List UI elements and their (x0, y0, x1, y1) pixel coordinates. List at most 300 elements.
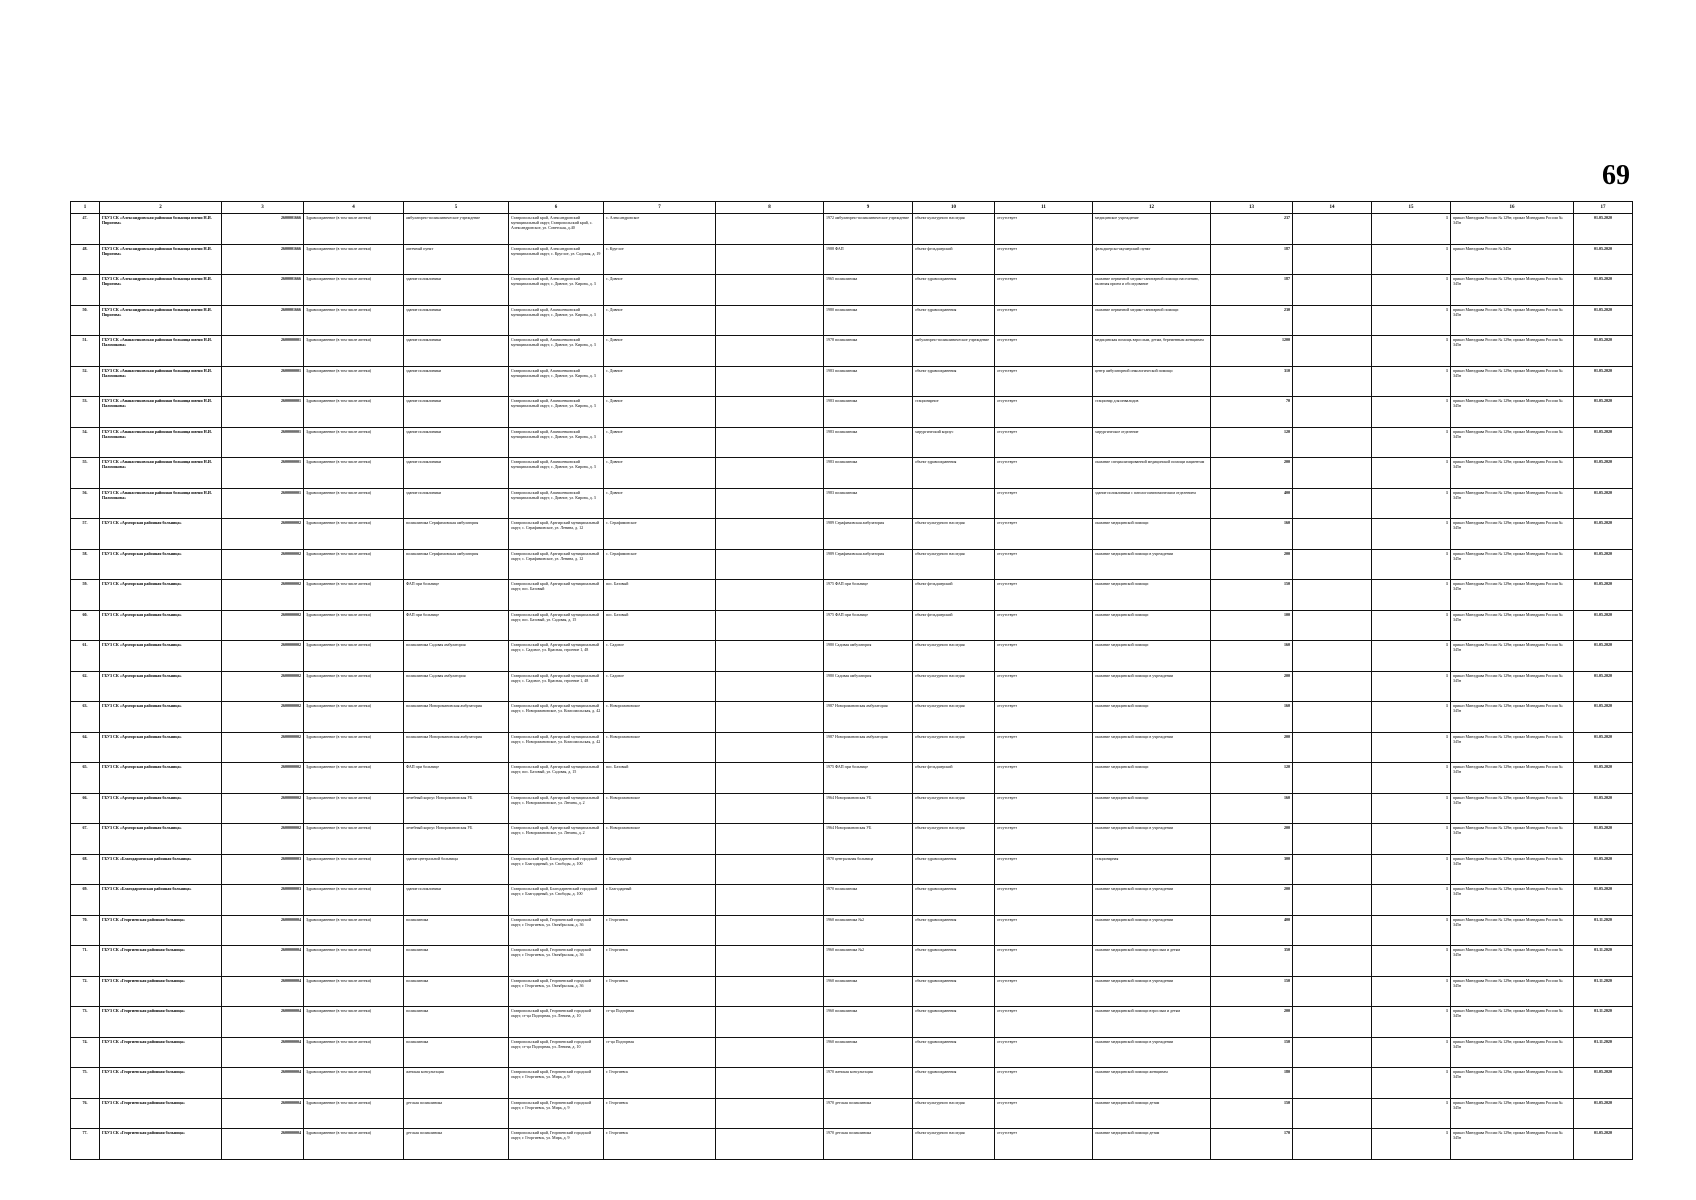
cell-col-6: Ставропольский край, Георгиевский городской округ, ст-ца Подгорная, ул. Ленина, д. 10 (509, 1037, 604, 1068)
cell-col-2: ГБУЗ СК «Александровская районная больница имени Н.И. Пирогова» (100, 305, 222, 336)
cell-col-11: отсутствует (995, 275, 1093, 306)
cell-col-14 (1293, 1068, 1372, 1099)
cell-col-12: оказание медицинской помощи в учреждении (1093, 915, 1211, 946)
cell-col-17: 01.05.2020 (1574, 488, 1633, 519)
cell-col-3: 2600000003 (222, 854, 304, 885)
cell-col-16: приказ Минздрава России № 129н; приказ Минздрава России № 345н (1451, 854, 1574, 885)
page-number: 69 (1602, 160, 1630, 191)
cell-col-11: отсутствует (995, 397, 1093, 428)
cell-col-13: 120 (1211, 427, 1293, 458)
cell-col-5: здание поликлиники (404, 397, 509, 428)
cell-col-6: Ставропольский край, Арзгирский муниципальный округ, с. Новоромановское, ул. Ленина, д. 2 (509, 824, 604, 855)
cell-col-3: 2600000002 (222, 549, 304, 580)
cell-col-12: оказание первичной медико-санитарной помощи (1093, 305, 1211, 336)
cell-col-3: 2600000004 (222, 1037, 304, 1068)
cell-col-5: поликлиника (404, 915, 509, 946)
cell-col-12: оказание медицинской помощи в учреждении (1093, 885, 1211, 916)
cell-col-8 (716, 519, 824, 550)
cell-col-1: 60. (71, 610, 100, 641)
cell-col-2: ГБУЗ СК «Апанасенковская районная больница имени Н.И. Пальчикова» (100, 488, 222, 519)
cell-col-7: г. Георгиевск (604, 915, 716, 946)
cell-col-9: 1970 детская поликлиника (824, 1129, 913, 1160)
cell-col-2: ГБУЗ СК «Арзгирская районная больница» (100, 763, 222, 794)
column-header-11: 11 (995, 202, 1093, 214)
cell-col-14 (1293, 427, 1372, 458)
cell-col-4: Здравоохранение (в том числе аптеки) (304, 397, 404, 428)
cell-col-3: 2600000001 (222, 488, 304, 519)
cell-col-4: Здравоохранение (в том числе аптеки) (304, 610, 404, 641)
cell-col-5: здание поликлиники (404, 427, 509, 458)
cell-col-6: Ставропольский край, Апанасенковский муниципальный округ, с. Дивное, ул. Кирова, д. 3 (509, 305, 604, 336)
cell-col-15: 1 (1372, 915, 1451, 946)
cell-col-8 (716, 275, 824, 306)
cell-col-2: ГБУЗ СК «Арзгирская районная больница» (100, 549, 222, 580)
cell-col-13: 200 (1211, 732, 1293, 763)
column-header-7: 7 (604, 202, 716, 214)
cell-col-11: отсутствует (995, 519, 1093, 550)
cell-col-12: оказание первичной медико-санитарной помощи населению, включая прием и обследование (1093, 275, 1211, 306)
cell-col-8 (716, 641, 824, 672)
cell-col-8 (716, 1037, 824, 1068)
cell-col-13: 350 (1211, 946, 1293, 977)
cell-col-10: объект здравоохранения (913, 854, 995, 885)
cell-col-15: 1 (1372, 976, 1451, 1007)
cell-col-7: г. Георгиевск (604, 1129, 716, 1160)
cell-col-12: оказание медицинской помощи в учреждении (1093, 1037, 1211, 1068)
cell-col-17: 01.05.2020 (1574, 854, 1633, 885)
cell-col-15: 1 (1372, 488, 1451, 519)
cell-col-11: отсутствует (995, 671, 1093, 702)
cell-col-6: Ставропольский край, Георгиевский городской округ, г. Георгиевск, ул. Октябрьская, д. 36 (509, 976, 604, 1007)
cell-col-17: 01.05.2020 (1574, 549, 1633, 580)
cell-col-1: 62. (71, 671, 100, 702)
cell-col-14 (1293, 793, 1372, 824)
cell-col-12: оказание медицинской помощи в учреждении (1093, 549, 1211, 580)
cell-col-16: приказ Минздрава России № 129н; приказ Минздрава России № 345н (1451, 580, 1574, 611)
cell-col-7: с. Дивное (604, 305, 716, 336)
cell-col-4: Здравоохранение (в том числе аптеки) (304, 580, 404, 611)
cell-col-9: 1960 поликлиника (824, 1037, 913, 1068)
cell-col-8 (716, 1098, 824, 1129)
cell-col-4: Здравоохранение (в том числе аптеки) (304, 366, 404, 397)
cell-col-10: объект фельдшерский (913, 580, 995, 611)
cell-col-16: приказ Минздрава России № 129н; приказ Минздрава России № 345н (1451, 397, 1574, 428)
cell-col-6: Ставропольский край, Арзгирский муниципальный округ, с. Новоромановское, ул. Комсомольская, д. 42 (509, 732, 604, 763)
cell-col-2: ГБУЗ СК «Благодарненская районная больница» (100, 885, 222, 916)
cell-col-1: 58. (71, 549, 100, 580)
cell-col-15: 1 (1372, 793, 1451, 824)
cell-col-7: с. Новоромановское (604, 732, 716, 763)
column-header-17: 17 (1574, 202, 1633, 214)
column-header-6: 6 (509, 202, 604, 214)
cell-col-8 (716, 793, 824, 824)
cell-col-13: 200 (1211, 885, 1293, 916)
table-row (71, 397, 1633, 428)
cell-col-15: 1 (1372, 702, 1451, 733)
cell-col-16: приказ Минздрава России № 129н; приказ Минздрава России № 345н (1451, 305, 1574, 336)
cell-col-16: приказ Минздрава России № 129н; приказ Минздрава России № 345н (1451, 336, 1574, 367)
cell-col-11: отсутствует (995, 427, 1093, 458)
cell-col-15: 1 (1372, 275, 1451, 306)
cell-col-4: Здравоохранение (в том числе аптеки) (304, 305, 404, 336)
cell-col-4: Здравоохранение (в том числе аптеки) (304, 854, 404, 885)
cell-col-11: отсутствует (995, 1129, 1093, 1160)
cell-col-1: 74. (71, 1037, 100, 1068)
cell-col-13: 230 (1211, 305, 1293, 336)
cell-col-10: объект культурного наследия (913, 793, 995, 824)
cell-col-9: 1964 Новоромановская УБ (824, 793, 913, 824)
cell-col-9: 1989 Серафимовская амбулатория (824, 519, 913, 550)
cell-col-13: 200 (1211, 549, 1293, 580)
cell-col-3: 2600000004 (222, 1068, 304, 1099)
cell-col-4: Здравоохранение (в том числе аптеки) (304, 793, 404, 824)
cell-col-12: стационар для инвалидов (1093, 397, 1211, 428)
cell-col-9: 1988 ФАП (824, 244, 913, 275)
cell-col-10: объект культурного наследия (913, 671, 995, 702)
cell-col-12: оказание медицинской помощи (1093, 519, 1211, 550)
cell-col-8 (716, 427, 824, 458)
cell-col-7: г. Георгиевск (604, 946, 716, 977)
cell-col-15: 1 (1372, 549, 1451, 580)
cell-col-4: Здравоохранение (в том числе аптеки) (304, 458, 404, 489)
cell-col-10: объект культурного наследия (913, 214, 995, 245)
cell-col-4: Здравоохранение (в том числе аптеки) (304, 702, 404, 733)
cell-col-4: Здравоохранение (в том числе аптеки) (304, 214, 404, 245)
cell-col-10: объект культурного наследия (913, 824, 995, 855)
cell-col-9: 1964 Новоромановская УБ (824, 824, 913, 855)
cell-col-11: отсутствует (995, 915, 1093, 946)
cell-col-4: Здравоохранение (в том числе аптеки) (304, 763, 404, 794)
cell-col-4: Здравоохранение (в том числе аптеки) (304, 1007, 404, 1038)
cell-col-12: оказание медицинской помощи (1093, 702, 1211, 733)
table-row (71, 732, 1633, 763)
cell-col-1: 72. (71, 976, 100, 1007)
cell-col-10: объект здравоохранения (913, 305, 995, 336)
cell-col-16: приказ Минздрава России № 129н; приказ Минздрава России № 345н (1451, 915, 1574, 946)
cell-col-7: с. Новоромановское (604, 702, 716, 733)
cell-col-3: 2600000003 (222, 885, 304, 916)
cell-col-5: поликлиника (404, 1007, 509, 1038)
cell-col-1: 73. (71, 1007, 100, 1038)
cell-col-10: объект здравоохранения (913, 885, 995, 916)
cell-col-15: 1 (1372, 336, 1451, 367)
cell-col-17: 01.05.2020 (1574, 1129, 1633, 1160)
cell-col-8 (716, 1129, 824, 1160)
cell-col-7: с. Дивное (604, 336, 716, 367)
cell-col-10: объект здравоохранения (913, 976, 995, 1007)
cell-col-9: 1983 поликлиника (824, 458, 913, 489)
cell-col-17: 01.05.2020 (1574, 427, 1633, 458)
table-row (71, 824, 1633, 855)
cell-col-10: объект здравоохранения (913, 946, 995, 977)
cell-col-6: Ставропольский край, Арзгирский муниципальный округ, пос. Базовый (509, 580, 604, 611)
cell-col-3: 2600001666 (222, 275, 304, 306)
cell-col-1: 66. (71, 793, 100, 824)
cell-col-3: 2600000001 (222, 458, 304, 489)
cell-col-3: 2600000002 (222, 519, 304, 550)
cell-col-2: ГБУЗ СК «Апанасенковская районная больница имени Н.И. Пальчикова» (100, 397, 222, 428)
cell-col-5: здание поликлиники (404, 458, 509, 489)
cell-col-16: приказ Минздрава России № 129н; приказ Минздрава России № 345н (1451, 946, 1574, 977)
cell-col-15: 1 (1372, 1068, 1451, 1099)
cell-col-8 (716, 397, 824, 428)
cell-col-11: отсутствует (995, 549, 1093, 580)
cell-col-3: 2600000001 (222, 397, 304, 428)
cell-col-11: отсутствует (995, 793, 1093, 824)
cell-col-2: ГБУЗ СК «Арзгирская районная больница» (100, 519, 222, 550)
cell-col-8 (716, 549, 824, 580)
cell-col-1: 51. (71, 336, 100, 367)
cell-col-3: 2600000004 (222, 1007, 304, 1038)
cell-col-17: 01.05.2020 (1574, 214, 1633, 245)
cell-col-8 (716, 763, 824, 794)
cell-col-8 (716, 824, 824, 855)
cell-col-1: 77. (71, 1129, 100, 1160)
cell-col-2: ГБУЗ СК «Георгиевская районная больница» (100, 1068, 222, 1099)
cell-col-9: 1987 Новоромановская амбулатория (824, 702, 913, 733)
cell-col-11: отсутствует (995, 580, 1093, 611)
cell-col-9: 1960 поликлиника (824, 1007, 913, 1038)
cell-col-14 (1293, 1129, 1372, 1160)
cell-col-14 (1293, 1007, 1372, 1038)
cell-col-3: 2600000004 (222, 1129, 304, 1160)
cell-col-5: лечебный корпус Новоромановская УБ (404, 824, 509, 855)
cell-col-15: 1 (1372, 641, 1451, 672)
cell-col-4: Здравоохранение (в том числе аптеки) (304, 732, 404, 763)
cell-col-8 (716, 214, 824, 245)
cell-col-2: ГБУЗ СК «Арзгирская районная больница» (100, 671, 222, 702)
cell-col-7: с. Дивное (604, 275, 716, 306)
cell-col-14 (1293, 580, 1372, 611)
cell-col-9: 1983 поликлиника (824, 488, 913, 519)
cell-col-5: здание центральной больницы (404, 854, 509, 885)
cell-col-6: Ставропольский край, Апанасенковский муниципальный округ, с. Дивное, ул. Кирова, д. 3 (509, 458, 604, 489)
cell-col-6: Ставропольский край, Георгиевский городской округ, г. Георгиевск, ул. Октябрьская, д. 36 (509, 915, 604, 946)
cell-col-10: объект здравоохранения (913, 1068, 995, 1099)
cell-col-4: Здравоохранение (в том числе аптеки) (304, 1037, 404, 1068)
cell-col-9: 1983 поликлиника (824, 397, 913, 428)
cell-col-10: объект культурного наследия (913, 519, 995, 550)
cell-col-14 (1293, 885, 1372, 916)
cell-col-4: Здравоохранение (в том числе аптеки) (304, 946, 404, 977)
cell-col-2: ГБУЗ СК «Александровская районная больница имени Н.И. Пирогова» (100, 214, 222, 245)
table-row (71, 275, 1633, 306)
cell-col-3: 2600000001 (222, 336, 304, 367)
table-row (71, 458, 1633, 489)
cell-col-1: 61. (71, 641, 100, 672)
cell-col-14 (1293, 366, 1372, 397)
cell-col-7: с. Садовое (604, 671, 716, 702)
cell-col-12: оказание медицинской помощи (1093, 641, 1211, 672)
cell-col-13: 150 (1211, 976, 1293, 1007)
cell-col-3: 2600001666 (222, 244, 304, 275)
cell-col-14 (1293, 305, 1372, 336)
cell-col-15: 1 (1372, 366, 1451, 397)
cell-col-8 (716, 1068, 824, 1099)
cell-col-8 (716, 671, 824, 702)
cell-col-11: отсутствует (995, 885, 1093, 916)
cell-col-11: отсутствует (995, 458, 1093, 489)
cell-col-2: ГБУЗ СК «Георгиевская районная больница» (100, 946, 222, 977)
cell-col-17: 01.05.2020 (1574, 244, 1633, 275)
cell-col-7: с. Дивное (604, 366, 716, 397)
table-row (71, 427, 1633, 458)
cell-col-9: 1980 Садовая амбулатория (824, 671, 913, 702)
cell-col-7: г. Георгиевск (604, 976, 716, 1007)
cell-col-6: Ставропольский край, Георгиевский городской округ, г. Георгиевск, ул. Мира, д. 9 (509, 1129, 604, 1160)
table-row (71, 366, 1633, 397)
cell-col-6: Ставропольский край, Апанасенковский муниципальный округ, с. Дивное, ул. Кирова, д. 3 (509, 366, 604, 397)
cell-col-15: 1 (1372, 885, 1451, 916)
table-body (71, 214, 1633, 1160)
table-row (71, 610, 1633, 641)
cell-col-3: 2600000002 (222, 763, 304, 794)
cell-col-16: приказ Минздрава России № 129н; приказ Минздрава России № 345н (1451, 641, 1574, 672)
cell-col-17: 01.11.2020 (1574, 946, 1633, 977)
cell-col-10: объект культурного наследия (913, 1098, 995, 1129)
cell-col-9: 1960 поликлиника №2 (824, 915, 913, 946)
cell-col-14 (1293, 763, 1372, 794)
cell-col-9: 1960 поликлиника №2 (824, 946, 913, 977)
cell-col-2: ГБУЗ СК «Апанасенковская районная больница имени Н.И. Пальчикова» (100, 336, 222, 367)
cell-col-16: приказ Минздрава России № 129н; приказ Минздрава России № 345н (1451, 732, 1574, 763)
cell-col-1: 69. (71, 885, 100, 916)
cell-col-7: с. Серафимовское (604, 519, 716, 550)
cell-col-6: Ставропольский край, Георгиевский городской округ, ст-ца Подгорная, ул. Ленина, д. 10 (509, 1007, 604, 1038)
cell-col-16: приказ Минздрава России № 129н; приказ Минздрава России № 345н (1451, 671, 1574, 702)
cell-col-11: отсутствует (995, 824, 1093, 855)
table-row (71, 763, 1633, 794)
cell-col-5: поликлиника Новоромановская амбулатория (404, 732, 509, 763)
cell-col-9: 1983 поликлиника (824, 427, 913, 458)
cell-col-6: Ставропольский край, Арзгирский муниципальный округ, с. Садовое, ул. Красная, строение 1, 48 (509, 641, 604, 672)
cell-col-14 (1293, 1098, 1372, 1129)
cell-col-14 (1293, 946, 1372, 977)
cell-col-13: 400 (1211, 915, 1293, 946)
cell-col-2: ГБУЗ СК «Георгиевская районная больница» (100, 1129, 222, 1160)
cell-col-7: с. Круглое (604, 244, 716, 275)
cell-col-14 (1293, 549, 1372, 580)
cell-col-2: ГБУЗ СК «Георгиевская районная больница» (100, 1007, 222, 1038)
cell-col-6: Ставропольский край, Арзгирский муниципальный округ, пос. Базовый, ул. Садовая, д. 15 (509, 610, 604, 641)
cell-col-15: 1 (1372, 1098, 1451, 1129)
cell-col-10: объект культурного наследия (913, 1129, 995, 1160)
cell-col-6: Ставропольский край, Арзгирский муниципальный округ, с. Садовое, ул. Красная, строение 1, 48 (509, 671, 604, 702)
cell-col-9: 1970 женская консультация (824, 1068, 913, 1099)
cell-col-1: 68. (71, 854, 100, 885)
table-row (71, 244, 1633, 275)
cell-col-12: оказание медицинской помощи (1093, 580, 1211, 611)
cell-col-12: центр амбулаторной онкологической помощи (1093, 366, 1211, 397)
cell-col-9: 1970 поликлиника (824, 885, 913, 916)
cell-col-5: поликлиника Новоромановская амбулатория (404, 702, 509, 733)
cell-col-8 (716, 702, 824, 733)
cell-col-17: 01.05.2020 (1574, 519, 1633, 550)
cell-col-15: 1 (1372, 854, 1451, 885)
cell-col-17: 01.05.2020 (1574, 610, 1633, 641)
cell-col-1: 65. (71, 763, 100, 794)
cell-col-17: 01.05.2020 (1574, 793, 1633, 824)
cell-col-4: Здравоохранение (в том числе аптеки) (304, 427, 404, 458)
cell-col-3: 2600000001 (222, 427, 304, 458)
cell-col-15: 1 (1372, 671, 1451, 702)
cell-col-4: Здравоохранение (в том числе аптеки) (304, 1098, 404, 1129)
cell-col-7: с. Дивное (604, 488, 716, 519)
cell-col-1: 49. (71, 275, 100, 306)
cell-col-16: приказ Минздрава России № 129н; приказ Минздрава России № 345н (1451, 793, 1574, 824)
cell-col-15: 1 (1372, 763, 1451, 794)
cell-col-12: хирургическое отделение (1093, 427, 1211, 458)
cell-col-10: объект культурного наследия (913, 702, 995, 733)
cell-col-17: 01.11.2020 (1574, 915, 1633, 946)
cell-col-5: поликлиника Серафимовская амбулатория (404, 519, 509, 550)
cell-col-11: отсутствует (995, 1037, 1093, 1068)
cell-col-8 (716, 336, 824, 367)
cell-col-10: объект здравоохранения (913, 1007, 995, 1038)
cell-col-5: ФАП при больнице (404, 610, 509, 641)
cell-col-4: Здравоохранение (в том числе аптеки) (304, 1129, 404, 1160)
cell-col-9: 1975 ФАП при больнице (824, 580, 913, 611)
cell-col-14 (1293, 244, 1372, 275)
cell-col-11: отсутствует (995, 763, 1093, 794)
cell-col-13: 400 (1211, 488, 1293, 519)
cell-col-7: с. Садовое (604, 641, 716, 672)
cell-col-6: Ставропольский край, Апанасенковский муниципальный округ, с. Дивное, ул. Кирова, д. 3 (509, 488, 604, 519)
table-header (71, 202, 1633, 214)
cell-col-2: ГБУЗ СК «Арзгирская районная больница» (100, 824, 222, 855)
cell-col-5: ФАП при больнице (404, 580, 509, 611)
cell-col-8 (716, 915, 824, 946)
cell-col-1: 63. (71, 702, 100, 733)
cell-col-6: Ставропольский край, Апанасенковский муниципальный округ, с. Дивное, ул. Кирова, д. 3 (509, 427, 604, 458)
cell-col-12: оказание медицинской помощи взрослым и детям (1093, 946, 1211, 977)
cell-col-14 (1293, 397, 1372, 428)
cell-col-5: амбулаторно-поликлиническое учреждение (404, 214, 509, 245)
cell-col-2: ГБУЗ СК «Апанасенковская районная больница имени Н.И. Пальчикова» (100, 458, 222, 489)
column-header-15: 15 (1372, 202, 1451, 214)
cell-col-13: 237 (1211, 214, 1293, 245)
cell-col-11: отсутствует (995, 244, 1093, 275)
cell-col-10: объект культурного наследия (913, 549, 995, 580)
cell-col-6: Ставропольский край, Арзгирский муниципальный округ, с. Серафимовское, ул. Ленина, д. 12 (509, 549, 604, 580)
cell-col-5: поликлиника Садовая амбулатория (404, 671, 509, 702)
cell-col-7: с. Новоромановское (604, 793, 716, 824)
cell-col-14 (1293, 336, 1372, 367)
cell-col-4: Здравоохранение (в том числе аптеки) (304, 488, 404, 519)
cell-col-12: оказание медицинской помощи в учреждении (1093, 671, 1211, 702)
cell-col-15: 1 (1372, 610, 1451, 641)
cell-col-10: объект культурного наследия (913, 732, 995, 763)
cell-col-2: ГБУЗ СК «Благодарненская районная больница» (100, 854, 222, 885)
column-header-3: 3 (222, 202, 304, 214)
column-header-4: 4 (304, 202, 404, 214)
cell-col-8 (716, 854, 824, 885)
cell-col-17: 01.11.2020 (1574, 1007, 1633, 1038)
cell-col-17: 01.05.2020 (1574, 1098, 1633, 1129)
cell-col-11: отсутствует (995, 366, 1093, 397)
cell-col-11: отсутствует (995, 336, 1093, 367)
cell-col-13: 100 (1211, 610, 1293, 641)
cell-col-8 (716, 732, 824, 763)
cell-col-9: 1975 ФАП при больнице (824, 763, 913, 794)
column-header-9: 9 (824, 202, 913, 214)
cell-col-15: 1 (1372, 214, 1451, 245)
cell-col-6: Ставропольский край, Георгиевский городской округ, г. Георгиевск, ул. Мира, д. 9 (509, 1098, 604, 1129)
cell-col-7: ст-ца Подгорная (604, 1037, 716, 1068)
cell-col-10: объект здравоохранения (913, 275, 995, 306)
cell-col-14 (1293, 1037, 1372, 1068)
cell-col-8 (716, 946, 824, 977)
